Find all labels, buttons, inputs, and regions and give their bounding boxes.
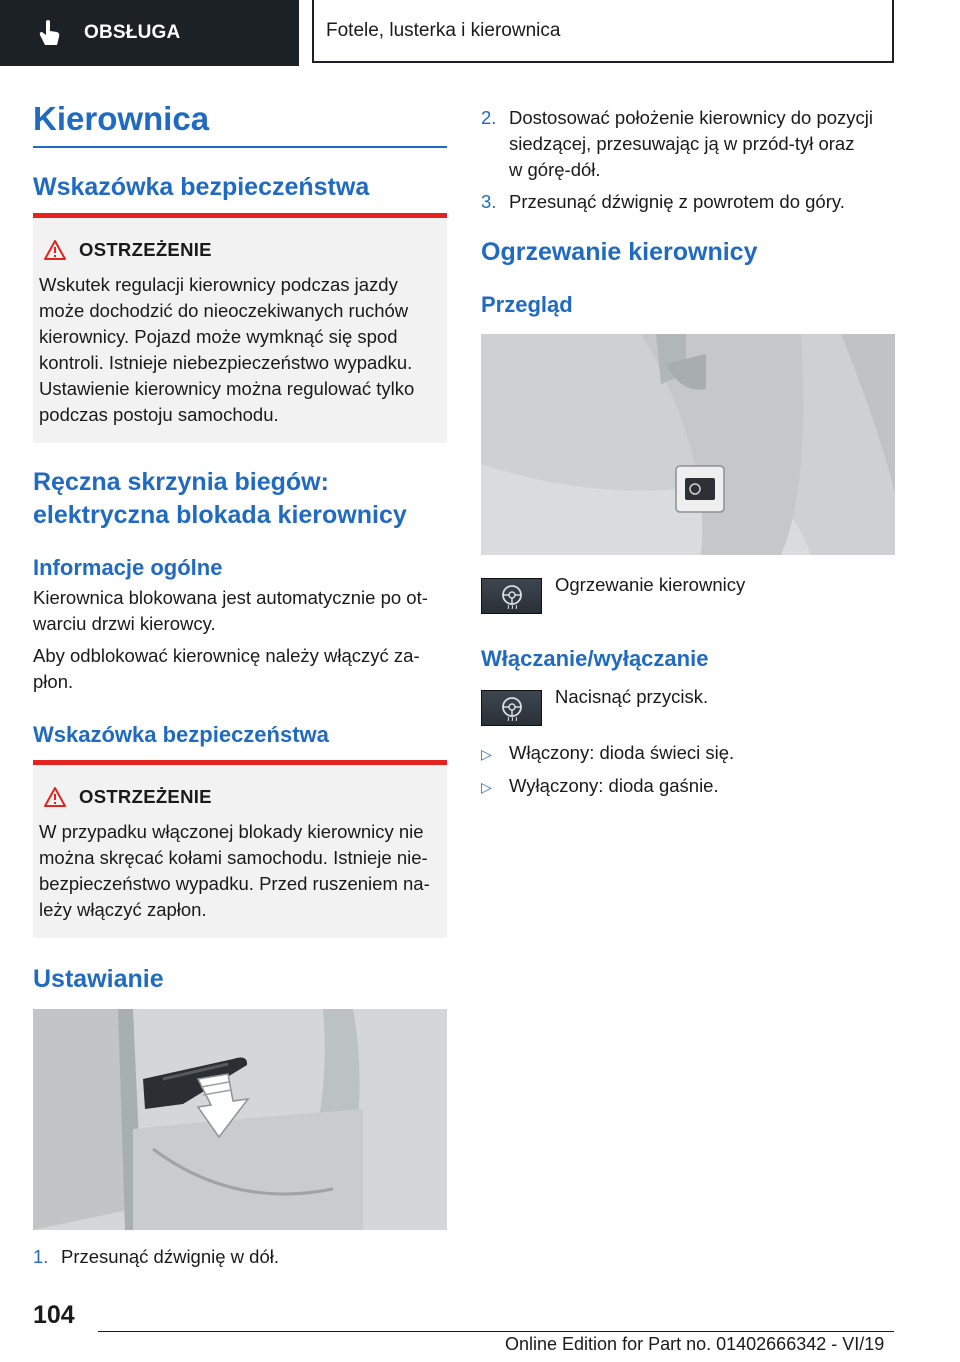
bullet-text: Włączony: dioda świeci się.: [509, 742, 735, 763]
text-line: leży włączyć zapłon.: [39, 899, 207, 920]
heading-line: elektryczna blokada kierownicy: [33, 501, 407, 529]
warning-text-1: [39, 272, 441, 428]
step-text: Przesunąć dźwignię z powrotem do góry.: [509, 191, 845, 212]
step-1: [33, 1244, 279, 1270]
safety-heading: Wskazówka bezpieczeństwa: [33, 173, 370, 201]
step-number: 1.: [33, 1246, 49, 1267]
bullet-triangle-icon: ▷: [481, 779, 492, 795]
steering-lever-photo: [33, 1009, 447, 1230]
text-line: Wskutek regulacji kierownicy podczas jazdy: [39, 274, 398, 295]
warning-header: [43, 239, 212, 261]
heated-steering-wheel-icon: [499, 695, 525, 721]
text-line: W przypadku włączonej blokady kierownicy nie: [39, 821, 424, 842]
text-line: może dochodzić do nieoczekiwanych ruchów: [39, 300, 409, 321]
text-line: kontroli. Istnieje niebezpieczeństwo wypadku.: [39, 352, 413, 373]
heating-heading: Ogrzewanie kierownicy: [481, 238, 758, 266]
bullet-off: [481, 773, 719, 800]
dashboard-illustration: [481, 334, 895, 555]
text-line: płon.: [33, 671, 74, 692]
warning-triangle-icon: [43, 239, 67, 261]
text-line: można skręcać kołami samochodu. Istnieje nie-: [39, 847, 428, 868]
paragraph-2: [33, 643, 447, 695]
text-line: podczas postoju samochodu.: [39, 404, 279, 425]
footer-rule: [98, 1331, 894, 1332]
text-line: bezpieczeństwo wypadku. Przed ruszeniem na-: [39, 873, 430, 894]
text-line: Kierownica blokowana jest automatycznie po ot-: [33, 587, 428, 608]
heated-steering-button-image-2: [481, 690, 542, 726]
step-text: siedzącej, przesuwając ją w przód-tył oraz: [509, 133, 855, 154]
hand-pointer-icon: [38, 19, 62, 47]
step-number: 3.: [481, 191, 497, 212]
heated-steering-button-image: [481, 578, 542, 614]
text-line: Aby odblokować kierownicę należy włączyć za-: [33, 645, 420, 666]
general-info-heading: Informacje ogólne: [33, 555, 223, 580]
warning-bar: [33, 760, 447, 765]
overview-heading: Przegląd: [481, 292, 573, 317]
page-title: Kierownica: [33, 100, 210, 137]
step-text: Dostosować położenie kierownicy do pozycji: [509, 107, 874, 128]
safety-heading-2: Wskazówka bezpieczeństwa: [33, 722, 329, 747]
lever-illustration: [33, 1009, 447, 1230]
heating-button-caption: Ogrzewanie kierownicy: [555, 574, 746, 595]
chapter-title: Fotele, lusterka i kierownica: [326, 19, 561, 41]
bullet-text: Wyłączony: dioda gaśnie.: [509, 775, 719, 796]
text-line: warciu drzwi kierowcy.: [33, 613, 216, 634]
onoff-heading: Włączanie/wyłączanie: [481, 646, 709, 671]
text-line: Ustawienie kierownicy można regulować tylko: [39, 378, 415, 399]
press-instruction: Nacisnąć przycisk.: [555, 686, 709, 707]
warning-triangle-icon: [43, 786, 67, 808]
warning-label: OSTRZEŻENIE: [79, 239, 212, 260]
edition-info: Online Edition for Part no. 01402666342 - VI/19: [505, 1334, 885, 1354]
warning-label: OSTRZEŻENIE: [79, 786, 212, 807]
heated-steering-wheel-icon: [499, 583, 525, 609]
step-3: [481, 189, 845, 215]
step-number: 2.: [481, 107, 497, 128]
warning-box-1: [33, 213, 447, 443]
section-tab[interactable]: [0, 0, 299, 66]
step-text: Przesunąć dźwignię w dół.: [61, 1246, 279, 1267]
chapter-header: [312, 0, 894, 63]
warning-box-2: [33, 760, 447, 938]
heading-line: Ręczna skrzynia biegów:: [33, 468, 329, 496]
warning-header: [43, 786, 212, 808]
warning-text-2: [39, 819, 441, 923]
paragraph-1: [33, 585, 447, 637]
page-number: 104: [33, 1301, 75, 1329]
text-line: kierownicy. Pojazd może wymknąć się spod: [39, 326, 398, 347]
heating-button-photo: [481, 334, 895, 555]
bullet-on: [481, 740, 734, 767]
step-text: w górę-dół.: [509, 159, 601, 180]
manual-gearbox-heading: [33, 466, 407, 532]
section-label: OBSŁUGA: [84, 22, 181, 43]
step-2: [481, 105, 895, 183]
warning-bar: [33, 213, 447, 218]
title-rule: [33, 146, 447, 148]
bullet-triangle-icon: ▷: [481, 746, 492, 762]
adjust-heading: Ustawianie: [33, 965, 164, 993]
